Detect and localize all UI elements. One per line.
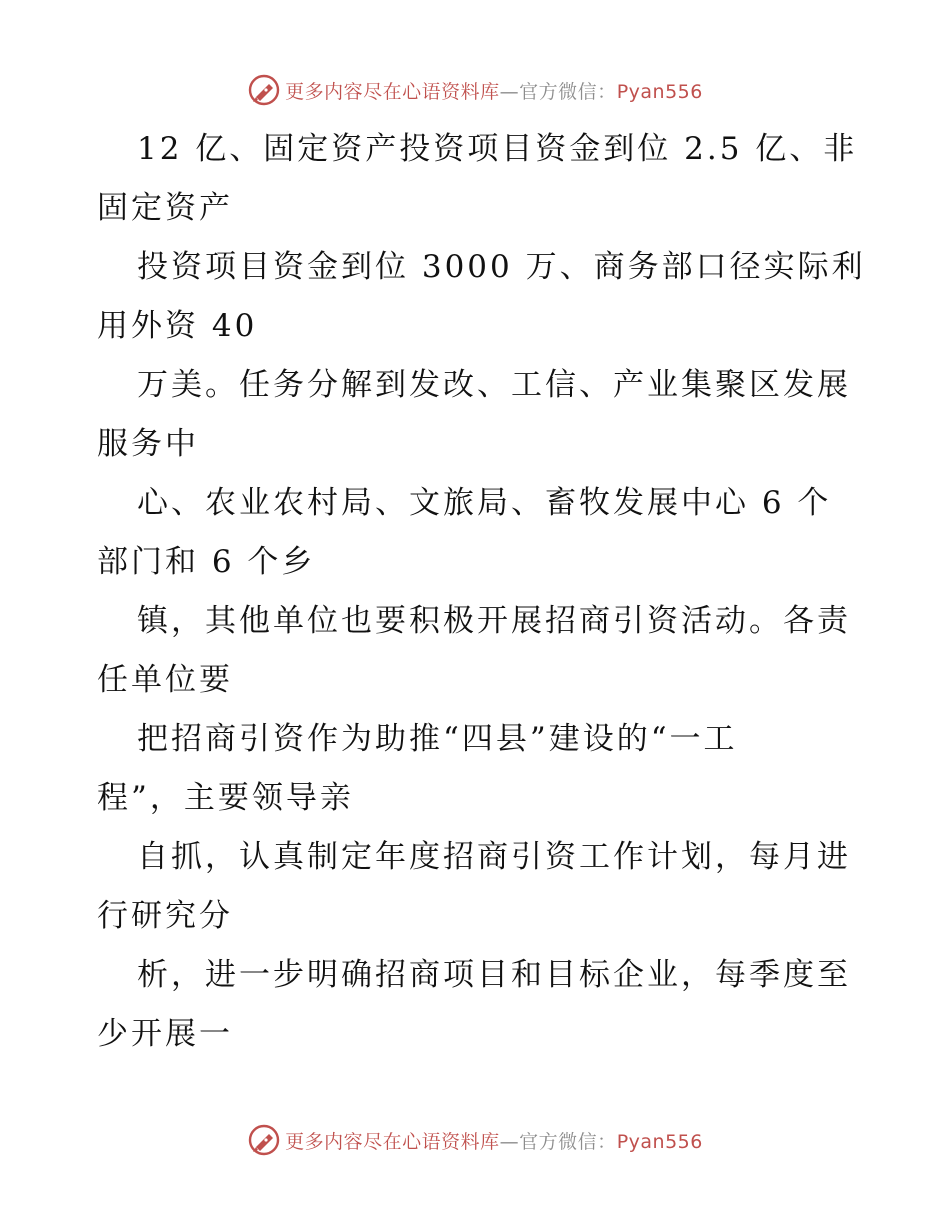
pen-nib-logo-icon xyxy=(247,73,281,107)
body-line: 自抓，认真制定年度招商引资工作计划，每月进 xyxy=(137,839,851,875)
pen-nib-logo-icon xyxy=(247,1123,281,1157)
banner-slogan: 更多内容尽在心语资料库 xyxy=(285,80,500,103)
banner-wechat-id: Pyan556 xyxy=(616,1130,703,1153)
banner-separator: — xyxy=(499,80,520,103)
banner-wechat-label: 官方微信： xyxy=(519,80,617,103)
body-line: 万美。任务分解到发改、工信、产业集聚区发展 xyxy=(137,367,851,403)
body-line: 程”，主要领导亲 xyxy=(97,780,354,816)
banner-wechat-label: 官方微信： xyxy=(519,1130,617,1153)
banner-text xyxy=(285,77,703,104)
body-line: 行研究分 xyxy=(97,898,233,934)
banner-wechat-id: Pyan556 xyxy=(616,80,703,103)
body-line: 12 亿、固定资产投资项目资金到位 2.5 亿、非 xyxy=(137,131,858,167)
body-line: 镇，其他单位也要积极开展招商引资活动。各责 xyxy=(137,603,851,639)
body-line: 用外资 40 xyxy=(97,308,258,344)
footer-watermark-banner xyxy=(0,1120,950,1160)
body-line: 服务中 xyxy=(97,426,199,462)
body-line: 心、农业农村局、文旅局、畜牧发展中心 6 个 xyxy=(137,485,832,521)
body-line: 少开展一 xyxy=(97,1016,233,1052)
banner-text xyxy=(285,1127,703,1154)
body-line: 任单位要 xyxy=(97,662,233,698)
header-watermark-banner xyxy=(0,70,950,110)
body-line: 析，进一步明确招商项目和目标企业，每季度至 xyxy=(137,957,851,993)
document-body xyxy=(97,120,866,1064)
body-line: 固定资产 xyxy=(97,190,233,226)
body-line: 投资项目资金到位 3000 万、商务部口径实际利 xyxy=(137,249,866,285)
banner-slogan: 更多内容尽在心语资料库 xyxy=(285,1130,500,1153)
body-line: 把招商引资作为助推“四县”建设的“一工 xyxy=(137,721,738,757)
body-line: 部门和 6 个乡 xyxy=(97,544,316,580)
banner-separator: — xyxy=(499,1130,520,1153)
